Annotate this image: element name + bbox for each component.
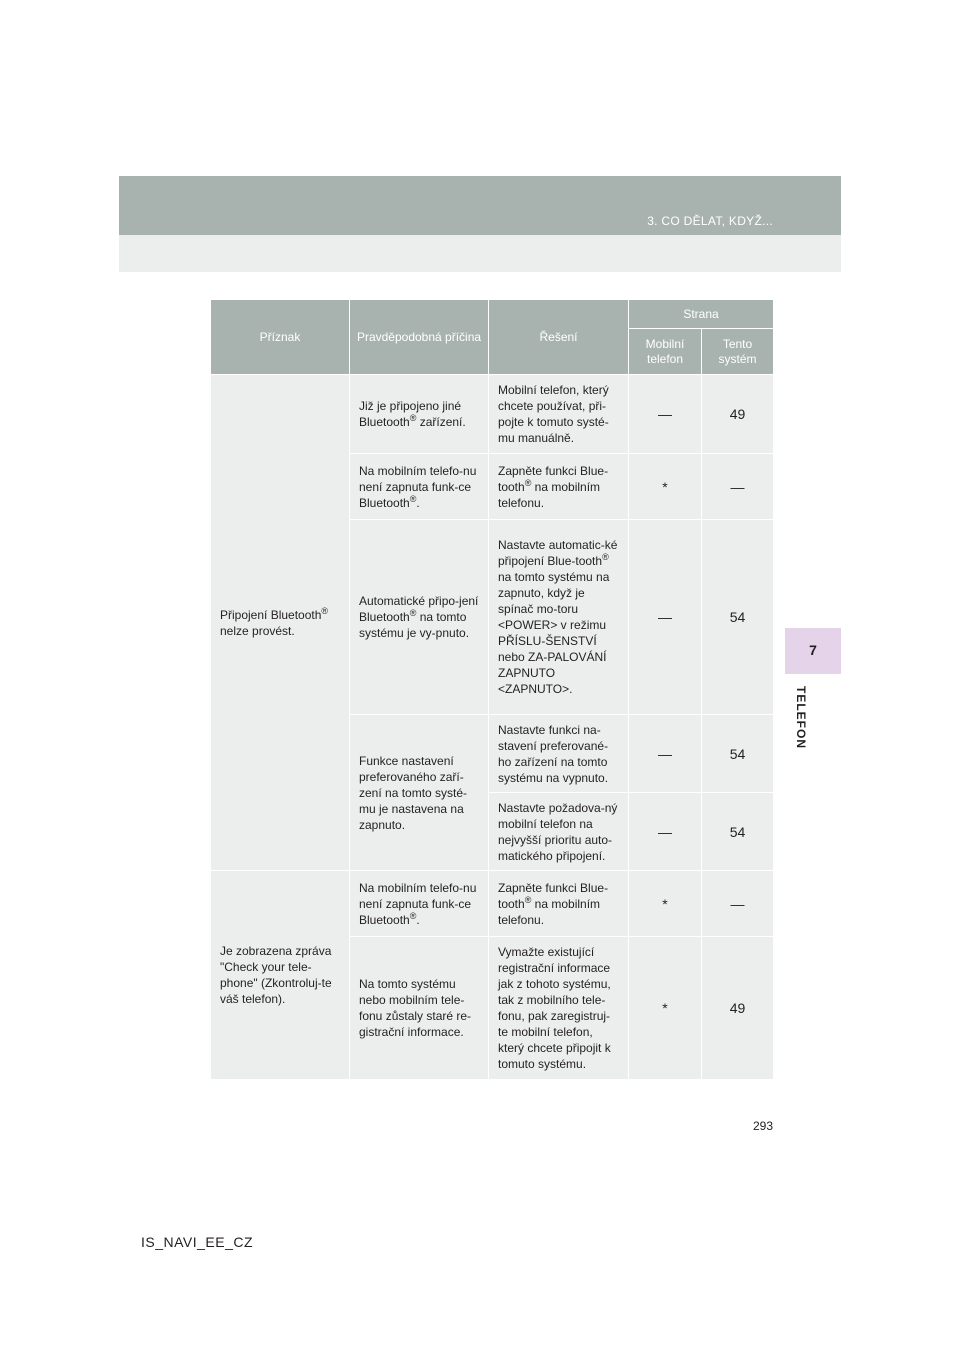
header-solution: Řešení (489, 300, 629, 375)
mobile-page-cell: — (629, 375, 702, 454)
cause-cell: Na mobilním telefo-nu není zapnuta funk-ce Bluetooth®. (350, 871, 489, 937)
system-page-cell: — (702, 454, 774, 520)
solution-cell: Vymažte existující registrační informace jak z tohoto systému, tak z mobilního tele-fonu, pak zaregistruj-te mobilní telefon, který chcete připojit k tomuto systému. (489, 937, 629, 1080)
solution-cell: Nastavte požadova-ný mobilní telefon na nejvyšší prioritu auto-matického připojení. (489, 793, 629, 871)
section-title: 3. CO DĚLAT, KDYŽ... (647, 214, 773, 228)
system-page-cell: 49 (702, 375, 774, 454)
mobile-page-cell: * (629, 937, 702, 1080)
chapter-number: 7 (809, 642, 817, 658)
header-symptom: Příznak (211, 300, 350, 375)
mobile-page-cell: * (629, 454, 702, 520)
cause-cell: Automatické připo-jení Bluetooth® na tomto systému je vy-pnuto. (350, 520, 489, 715)
system-page-cell: 54 (702, 715, 774, 793)
mobile-page-cell: — (629, 793, 702, 871)
header-system: Tento systém (702, 329, 774, 375)
symptom-cell: Připojení Bluetooth® nelze provést. (211, 375, 350, 871)
system-page-cell: 54 (702, 520, 774, 715)
header-page: Strana (629, 300, 774, 329)
mobile-page-cell: * (629, 871, 702, 937)
mobile-page-cell: — (629, 520, 702, 715)
chapter-label: TELEFON (794, 686, 808, 749)
system-page-cell: 54 (702, 793, 774, 871)
chapter-tab (785, 628, 841, 674)
troubleshooting-table (210, 299, 774, 1080)
solution-cell: Nastavte automatic-ké připojení Blue-tooth® na tomto systému na zapnuto, když je spínač mo-toru <POWER> v režimu PŘÍSLU-ŠENSTVÍ nebo ZA-PALOVÁNÍ ZAPNUTO <ZAPNUTO>. (489, 520, 629, 715)
header-bar (119, 176, 841, 235)
solution-cell: Zapněte funkci Blue-tooth® na mobilním telefonu. (489, 454, 629, 520)
page-number: 293 (752, 1119, 773, 1133)
header-subbar (119, 235, 841, 272)
header-mobile: Mobilní telefon (629, 329, 702, 375)
solution-cell: Nastavte funkci na-stavení preferované-ho zařízení na tomto systému na vypnuto. (489, 715, 629, 793)
solution-cell: Mobilní telefon, který chcete používat, při-pojte k tomuto systé-mu manuálně. (489, 375, 629, 454)
system-page-cell: 49 (702, 937, 774, 1080)
footer-code: IS_NAVI_EE_CZ (141, 1234, 254, 1250)
header-cause: Pravděpodobná příčina (350, 300, 489, 375)
cause-cell: Na tomto systému nebo mobilním tele-fonu zůstaly staré re-gistrační informace. (350, 937, 489, 1080)
mobile-page-cell: — (629, 715, 702, 793)
system-page-cell: — (702, 871, 774, 937)
solution-cell: Zapněte funkci Blue-tooth® na mobilním telefonu. (489, 871, 629, 937)
symptom-cell: Je zobrazena zpráva "Check your tele-phone" (Zkontroluj-te váš telefon). (211, 871, 350, 1080)
table-row (211, 871, 774, 937)
cause-cell: Funkce nastavení preferovaného zaří-zení na tomto systé-mu je nastavena na zapnuto. (350, 715, 489, 871)
cause-cell: Na mobilním telefo-nu není zapnuta funk-ce Bluetooth®. (350, 454, 489, 520)
table-row (211, 375, 774, 454)
cause-cell: Již je připojeno jiné Bluetooth® zařízení. (350, 375, 489, 454)
